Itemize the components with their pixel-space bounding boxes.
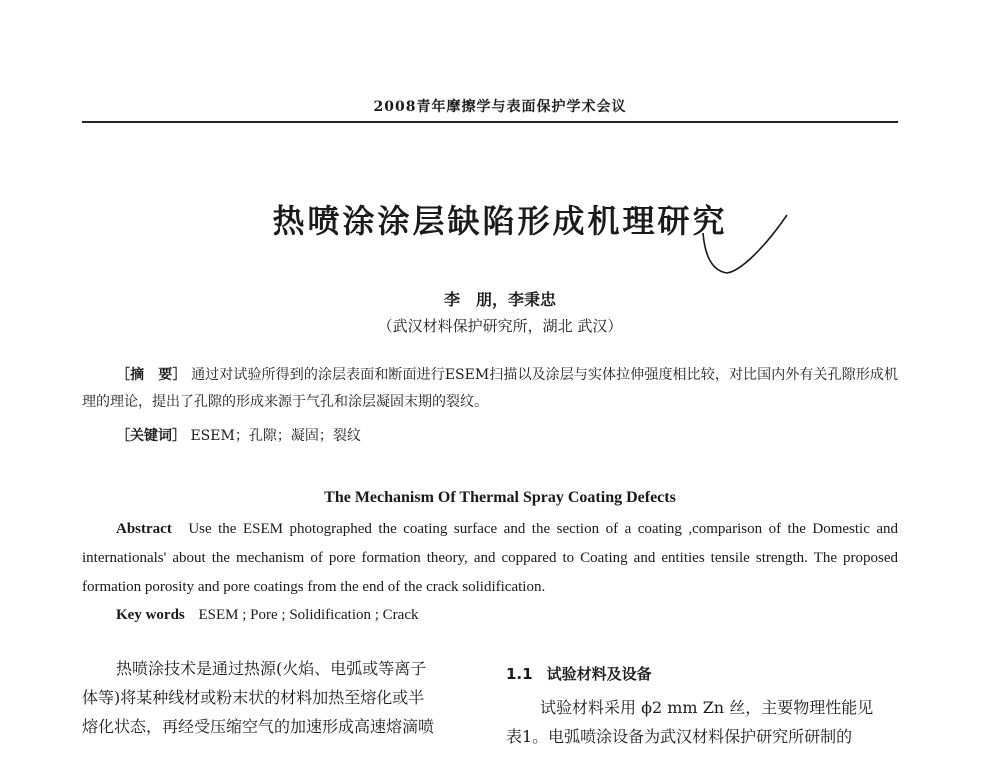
paper-title-cn: 热喷涂涂层缺陷形成机理研究 [272, 202, 728, 240]
header-rule [82, 121, 898, 123]
abstract-cn [82, 362, 898, 416]
body-text-line: 热喷涂技术是通过热源(火焰、电弧或等离子 [116, 659, 427, 678]
affiliation: （武汉材料保护研究所，湖北 武汉） [377, 317, 623, 335]
handwritten-check-mark [685, 185, 795, 280]
abstract-en-text: Use the ESEM photographed the coating surface and the section of a coating ,comparison of the Domestic and internationals' about the mechanism of pore formation theory, and coppared to Coating and entities tensile strength. The proposed formation porosity and pore coatings from the end of the crack solidification. [82, 521, 899, 595]
body-column-left [82, 654, 474, 741]
section-heading [506, 660, 898, 689]
section-number: 1.1 [506, 665, 533, 683]
keywords-cn-label: ［关键词］ [116, 428, 186, 444]
body-column-right [506, 660, 898, 751]
body-text-line: 熔化状态，再经受压缩空气的加速形成高速熔滴喷 [82, 717, 435, 736]
keywords-en-label: Key words [116, 607, 185, 623]
body-text-line: 试验材料采用 ϕ2 mm Zn 丝，主要物理性能见 [540, 698, 874, 717]
author-list: 李 朋，李秉忠 [443, 290, 556, 309]
keywords-cn [116, 424, 361, 448]
abstract-en [82, 515, 898, 602]
keywords-en-text: ESEM ; Pore ; Solidification ; Crack [198, 607, 419, 623]
abstract-cn-label: ［摘 要］ [116, 367, 187, 383]
keywords-en [116, 603, 418, 627]
abstract-en-label: Abstract [116, 521, 172, 537]
keywords-cn-text: ESEM；孔隙；凝固；裂纹 [190, 428, 361, 444]
abstract-cn-text: 通过对试验所得到的涂层表面和断面进行ESEM扫描以及涂层与实体拉伸强度相比较，对比国内外有关孔隙形成机理的理论，提出了孔隙的形成来源于气孔和涂层凝固末期的裂纹。 [82, 367, 899, 410]
section-title: 试验材料及设备 [546, 665, 652, 683]
conference-header: 2008青年摩擦学与表面保护学术会议 [373, 99, 627, 115]
body-text-line: 表1。电弧喷涂设备为武汉材料保护研究所研制的 [506, 727, 853, 746]
paper-title-en: The Mechanism Of Thermal Spray Coating Defects [324, 489, 676, 506]
body-text-line: 体等)将某种线材或粉末状的材料加热至熔化或半 [82, 688, 425, 707]
